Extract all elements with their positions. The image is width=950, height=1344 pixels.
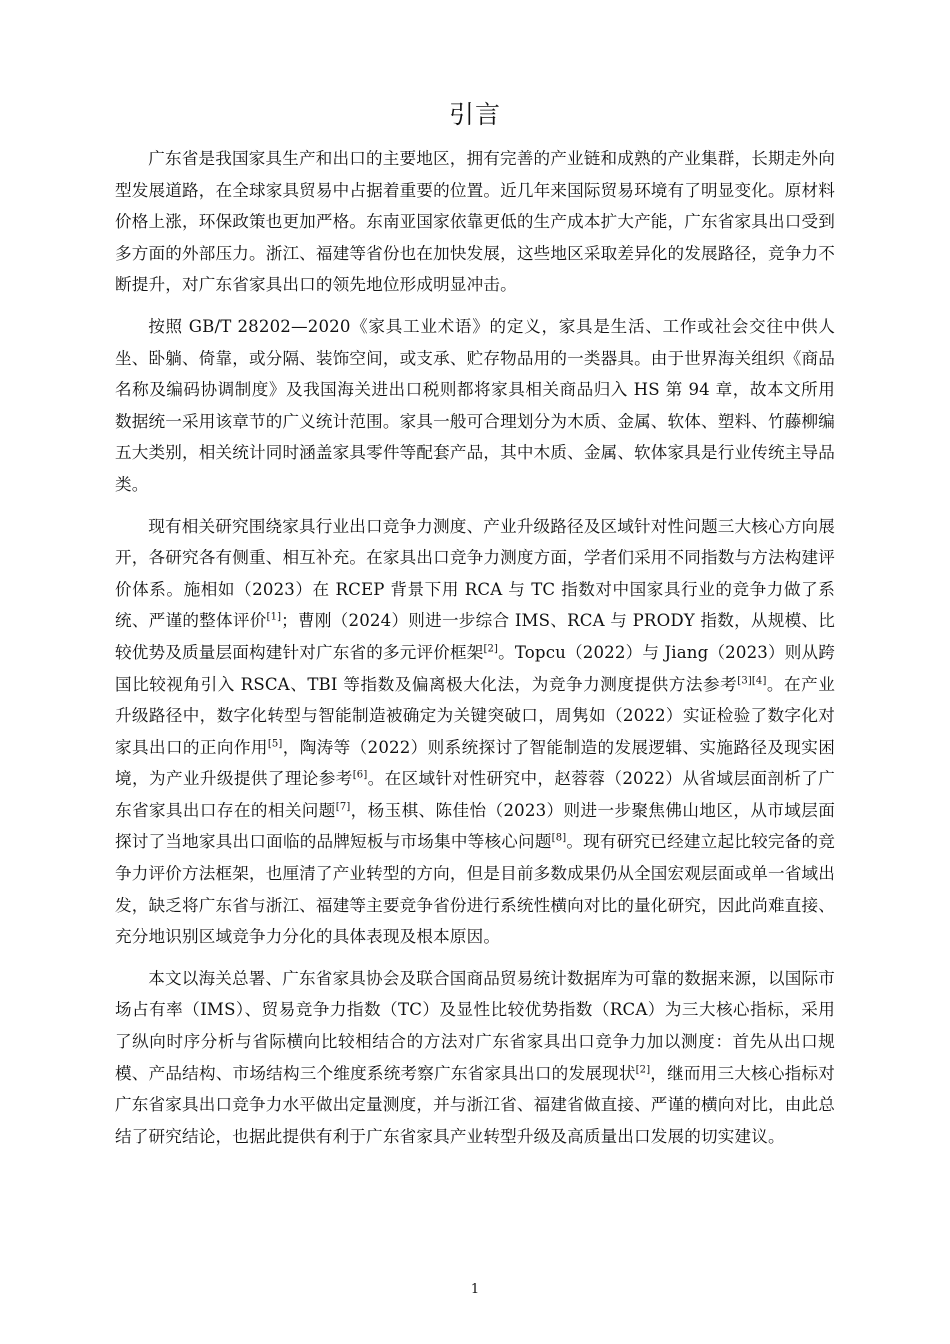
text-run: ；曹刚（2024）则进一步综合 IMS、RCA 与 PRODY 指数，从规模、比较优势及质量层面构建针对广东省的多元评价框架 [115, 611, 836, 662]
text-run: 按照 GB/T 28202—2020《家具工业术语》的定义，家具是生活、工作或社会交往中供人坐、卧躺、倚靠，或分隔、装饰空间，或支承、贮存物品用的一类器具。由于世界海关组织《商品名称及编码协调制度》及我国海关进出口税则都将家具相关商品归入 HS 第 94 章，故本文所用数据统一采用该章节的广义统计范围。家具一般可合理划分为木质、金属、软体、塑料、竹藤柳编五大类别，相关统计同时涵盖家具零件等配套产品，其中木质、金属、软体家具是行业传统主导品类。 [115, 316, 835, 494]
text-run: ，继而用三大核心指标对广东省家具出口竞争力水平做出定量测度，并与浙江省、福建省做直接、严谨的横向对比，由此总结了研究结论，也据此提供有利于广东省家具产业转型升级及高质量出口发展的切实建议。 [115, 1063, 835, 1146]
paragraph [115, 511, 835, 953]
text-run: 。Topcu（2022）与 Jiang（2023）则从跨国比较视角引入 RSCA、TBI 等指数及偏离极大化法，为竞争力测度提供方法参考 [115, 642, 835, 694]
citation-marker: [8] [551, 832, 567, 844]
citation-marker: [1] [266, 611, 282, 623]
text-run: 广东省是我国家具生产和出口的主要地区，拥有完善的产业链和成熟的产业集群，长期走外向型发展道路，在全球家具贸易中占据着重要的位置。近几年来国际贸易环境有了明显变化。原材料价格上涨，环保政策也更加严格。东南亚国家依靠更低的生产成本扩大产能，广东省家具出口受到多方面的外部压力。浙江、福建等省份也在加快发展，这些地区采取差异化的发展路径，竞争力不断提升，对广东省家具出口的领先地位形成明显冲击。 [115, 149, 835, 295]
paragraph [115, 143, 835, 301]
paragraph [115, 311, 835, 501]
text-run: 本文以海关总署、广东省家具协会及联合国商品贸易统计数据库为可靠的数据来源，以国际市场占有率（IMS）、贸易竞争力指数（TC）及显性比较优势指数（RCA）为三大核心指标，采用了纵向时序分析与省际横向比较相结合的方法对广东省家具出口竞争力加以测度：首先从出口规模、产品结构、市场结构三个维度系统考察广东省家具出口的发展现状 [115, 968, 835, 1083]
text-run: 现有相关研究围绕家具行业出口竞争力测度、产业升级路径及区域针对性问题三大核心方向展开，各研究各有侧重、相互补充。在家具出口竞争力测度方面，学者们采用不同指数与方法构建评价体系。施相如（2023）在 RCEP 背景下用 RCA 与 TC 指数对中国家具行业的竞争力做了系统、严谨的整体评价 [115, 516, 835, 631]
citation-marker: [7] [335, 801, 351, 813]
page-title: 引言 [448, 100, 501, 129]
text-run: 。在产业升级路径中，数字化转型与智能制造被确定为关键突破口，周隽如（2022）实证检验了数字化对家具出口的正向作用 [115, 674, 835, 757]
text-run: ，杨玉棋、陈佳怡（2023）则进一步聚焦佛山地区，从市域层面探讨了当地家具出口面临的品牌短板与市场集中等核心问题 [115, 800, 835, 852]
text-run: 。在区域针对性研究中，赵蓉蓉（2022）从省域层面剖析了广东省家具出口存在的相关问题 [115, 769, 835, 820]
citation-marker: [2] [635, 1064, 651, 1076]
citation-marker: [2] [483, 643, 499, 655]
text-run: ，陶涛等（2022）则系统探讨了智能制造的发展逻辑、实施路径及现实困境，为产业升级提供了理论参考 [115, 737, 835, 789]
text-run: 。现有研究已经建立起比较完备的竞争力评价方法框架，也厘清了产业转型的方向，但是目前多数成果仍从全国宏观层面或单一省域出发，缺乏将广东省与浙江、福建等主要竞争省份进行系统性横向对比的量化研究，因此尚难直接、充分地识别区域竞争力分化的具体表现及根本原因。 [115, 832, 835, 947]
citation-marker: [5] [267, 738, 283, 750]
citation-marker: [3][4] [737, 674, 767, 686]
paragraph [115, 963, 835, 1153]
page-number: 1 [470, 1282, 480, 1297]
body-text [115, 143, 835, 1162]
citation-marker: [6] [352, 769, 368, 781]
